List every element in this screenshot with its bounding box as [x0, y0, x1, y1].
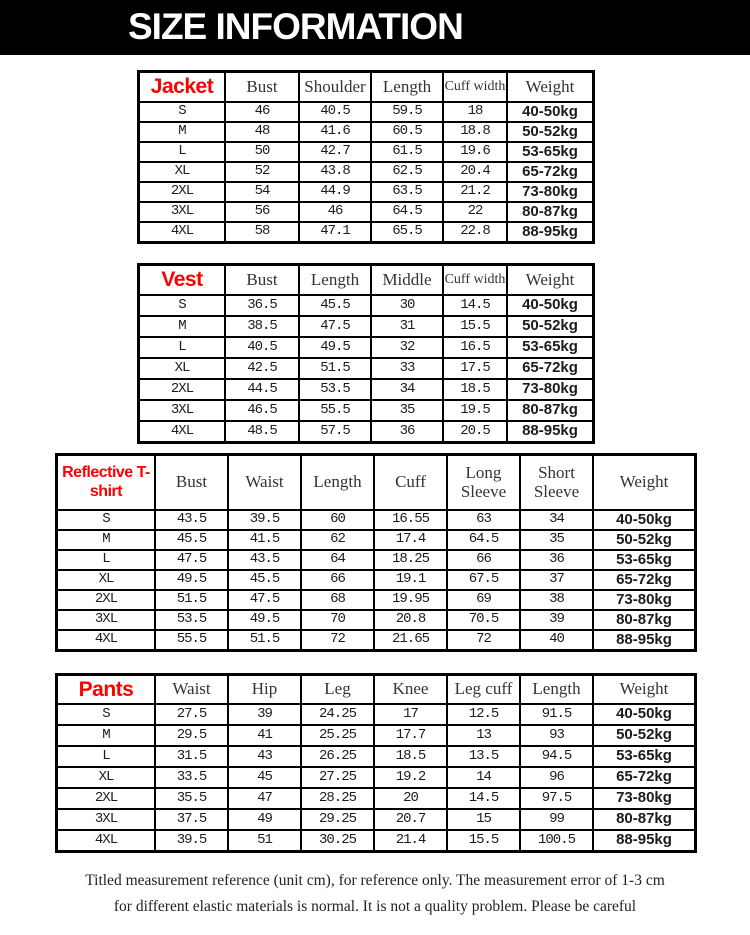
value-cell: 51.5	[299, 358, 371, 379]
value-cell: 47	[228, 788, 301, 809]
value-cell: 27.5	[155, 704, 228, 725]
column-header-length: Length	[520, 675, 593, 705]
value-cell: 38	[520, 590, 593, 610]
column-header-knee: Knee	[374, 675, 447, 705]
column-header-length: Length	[301, 455, 374, 511]
size-cell: 2XL	[57, 788, 156, 809]
value-cell: 22	[443, 202, 507, 222]
value-cell: 20	[374, 788, 447, 809]
weight-cell: 40-50kg	[507, 102, 594, 122]
value-cell: 19.5	[443, 400, 507, 421]
weight-cell: 73-80kg	[593, 590, 696, 610]
value-cell: 18.25	[374, 550, 447, 570]
size-cell: 4XL	[57, 630, 156, 651]
value-cell: 29.25	[301, 809, 374, 830]
weight-cell: 53-65kg	[507, 337, 594, 358]
value-cell: 39.5	[155, 830, 228, 852]
value-cell: 91.5	[520, 704, 593, 725]
value-cell: 94.5	[520, 746, 593, 767]
column-header-cuff-width: Cuff width	[443, 265, 507, 296]
weight-cell: 53-65kg	[507, 142, 594, 162]
column-header-weight: Weight	[507, 265, 594, 296]
value-cell: 55.5	[299, 400, 371, 421]
value-cell: 26.25	[301, 746, 374, 767]
pants-size-table	[55, 673, 697, 853]
measurement-note-line-1: Titled measurement reference (unit cm), for reference only. The measurement error of 1-3 cm	[85, 872, 665, 889]
value-cell: 43.8	[299, 162, 371, 182]
value-cell: 65.5	[371, 222, 443, 243]
value-cell: 36	[520, 550, 593, 570]
weight-cell: 65-72kg	[593, 767, 696, 788]
value-cell: 18.5	[443, 379, 507, 400]
value-cell: 60	[301, 510, 374, 530]
pants-row-4xl	[57, 830, 696, 852]
value-cell: 64	[301, 550, 374, 570]
value-cell: 64.5	[447, 530, 520, 550]
weight-cell: 40-50kg	[593, 510, 696, 530]
size-cell: 3XL	[57, 610, 156, 630]
value-cell: 20.5	[443, 421, 507, 443]
value-cell: 97.5	[520, 788, 593, 809]
value-cell: 45	[228, 767, 301, 788]
value-cell: 47.5	[228, 590, 301, 610]
value-cell: 43	[228, 746, 301, 767]
value-cell: 35	[371, 400, 443, 421]
value-cell: 51	[228, 830, 301, 852]
value-cell: 45.5	[299, 295, 371, 316]
value-cell: 67.5	[447, 570, 520, 590]
value-cell: 96	[520, 767, 593, 788]
weight-cell: 73-80kg	[507, 182, 594, 202]
column-header-bust: Bust	[225, 265, 299, 296]
value-cell: 18.8	[443, 122, 507, 142]
value-cell: 22.8	[443, 222, 507, 243]
value-cell: 21.65	[374, 630, 447, 651]
value-cell: 53.5	[155, 610, 228, 630]
value-cell: 45.5	[228, 570, 301, 590]
value-cell: 17.4	[374, 530, 447, 550]
pants-row-xl	[57, 767, 696, 788]
value-cell: 33.5	[155, 767, 228, 788]
value-cell: 68	[301, 590, 374, 610]
column-header-length: Length	[299, 265, 371, 296]
measurement-note-line-2: for different elastic materials is normal. It is not a quality problem. Please be careful	[113, 897, 637, 915]
reflective-t-shirt-size-table	[55, 453, 697, 652]
value-cell: 56	[225, 202, 299, 222]
size-cell: 2XL	[139, 182, 226, 202]
value-cell: 17.5	[443, 358, 507, 379]
size-cell: 4XL	[139, 421, 226, 443]
value-cell: 21.2	[443, 182, 507, 202]
value-cell: 30	[371, 295, 443, 316]
size-cell: L	[139, 337, 226, 358]
value-cell: 99	[520, 809, 593, 830]
jacket-row-4xl	[139, 222, 594, 243]
value-cell: 43.5	[228, 550, 301, 570]
value-cell: 40.5	[299, 102, 371, 122]
weight-cell: 88-95kg	[593, 630, 696, 651]
size-cell: L	[57, 550, 156, 570]
value-cell: 51.5	[155, 590, 228, 610]
column-header-shoulder: Shoulder	[299, 72, 371, 103]
weight-cell: 80-87kg	[507, 202, 594, 222]
value-cell: 52	[225, 162, 299, 182]
value-cell: 36	[371, 421, 443, 443]
value-cell: 16.55	[374, 510, 447, 530]
value-cell: 46	[299, 202, 371, 222]
value-cell: 48.5	[225, 421, 299, 443]
value-cell: 34	[371, 379, 443, 400]
value-cell: 34	[520, 510, 593, 530]
weight-cell: 73-80kg	[507, 379, 594, 400]
value-cell: 17	[374, 704, 447, 725]
value-cell: 49.5	[299, 337, 371, 358]
size-cell: M	[139, 122, 226, 142]
value-cell: 17.7	[374, 725, 447, 746]
page-title: SIZE INFORMATION	[128, 5, 463, 47]
value-cell: 46.5	[225, 400, 299, 421]
value-cell: 28.25	[301, 788, 374, 809]
vest-row-s	[139, 295, 594, 316]
value-cell: 13	[447, 725, 520, 746]
size-cell: 2XL	[57, 590, 156, 610]
size-cell: M	[57, 725, 156, 746]
size-cell: 4XL	[139, 222, 226, 243]
value-cell: 41	[228, 725, 301, 746]
pants-header-row	[57, 675, 696, 705]
value-cell: 58	[225, 222, 299, 243]
jacket-row-s	[139, 102, 594, 122]
column-header-leg-cuff: Leg cuff	[447, 675, 520, 705]
column-header-waist: Waist	[155, 675, 228, 705]
value-cell: 18.5	[374, 746, 447, 767]
pants-row-m	[57, 725, 696, 746]
value-cell: 39	[228, 704, 301, 725]
size-cell: M	[57, 530, 156, 550]
weight-cell: 88-95kg	[507, 421, 594, 443]
value-cell: 40.5	[225, 337, 299, 358]
value-cell: 19.1	[374, 570, 447, 590]
size-cell: S	[57, 510, 156, 530]
reflective-t-shirt-row-s	[57, 510, 696, 530]
value-cell: 46	[225, 102, 299, 122]
size-cell: XL	[57, 767, 156, 788]
value-cell: 51.5	[228, 630, 301, 651]
value-cell: 72	[447, 630, 520, 651]
measurement-note	[0, 868, 750, 919]
value-cell: 66	[447, 550, 520, 570]
value-cell: 32	[371, 337, 443, 358]
weight-cell: 50-52kg	[507, 316, 594, 337]
size-cell: S	[139, 102, 226, 122]
value-cell: 29.5	[155, 725, 228, 746]
column-header-cuff: Cuff	[374, 455, 447, 511]
value-cell: 25.25	[301, 725, 374, 746]
value-cell: 54	[225, 182, 299, 202]
pants-row-3xl	[57, 809, 696, 830]
weight-cell: 53-65kg	[593, 550, 696, 570]
value-cell: 39	[520, 610, 593, 630]
weight-cell: 40-50kg	[593, 704, 696, 725]
value-cell: 30.25	[301, 830, 374, 852]
weight-cell: 88-95kg	[593, 830, 696, 852]
value-cell: 33	[371, 358, 443, 379]
value-cell: 43.5	[155, 510, 228, 530]
column-header-middle: Middle	[371, 265, 443, 296]
value-cell: 70.5	[447, 610, 520, 630]
reflective-t-shirt-row-l	[57, 550, 696, 570]
size-cell: S	[57, 704, 156, 725]
value-cell: 45.5	[155, 530, 228, 550]
value-cell: 20.4	[443, 162, 507, 182]
jacket-row-xl	[139, 162, 594, 182]
size-cell: S	[139, 295, 226, 316]
weight-cell: 50-52kg	[507, 122, 594, 142]
value-cell: 48	[225, 122, 299, 142]
jacket-row-3xl	[139, 202, 594, 222]
value-cell: 20.8	[374, 610, 447, 630]
weight-cell: 50-52kg	[593, 530, 696, 550]
vest-row-4xl	[139, 421, 594, 443]
value-cell: 47.5	[155, 550, 228, 570]
value-cell: 55.5	[155, 630, 228, 651]
reflective-t-shirt-row-3xl	[57, 610, 696, 630]
value-cell: 47.1	[299, 222, 371, 243]
reflective-t-shirt-header-row	[57, 455, 696, 511]
pants-row-l	[57, 746, 696, 767]
value-cell: 18	[443, 102, 507, 122]
vest-row-2xl	[139, 379, 594, 400]
value-cell: 63	[447, 510, 520, 530]
value-cell: 13.5	[447, 746, 520, 767]
reflective-t-shirt-row-4xl	[57, 630, 696, 651]
size-cell: L	[139, 142, 226, 162]
value-cell: 66	[301, 570, 374, 590]
vest-row-m	[139, 316, 594, 337]
value-cell: 36.5	[225, 295, 299, 316]
value-cell: 14	[447, 767, 520, 788]
reflective-t-shirt-row-m	[57, 530, 696, 550]
value-cell: 15.5	[447, 830, 520, 852]
weight-cell: 65-72kg	[507, 358, 594, 379]
value-cell: 38.5	[225, 316, 299, 337]
pants-row-2xl	[57, 788, 696, 809]
value-cell: 19.6	[443, 142, 507, 162]
value-cell: 62	[301, 530, 374, 550]
value-cell: 63.5	[371, 182, 443, 202]
value-cell: 20.7	[374, 809, 447, 830]
value-cell: 42.5	[225, 358, 299, 379]
size-cell: 3XL	[139, 400, 226, 421]
size-cell: 3XL	[57, 809, 156, 830]
weight-cell: 88-95kg	[507, 222, 594, 243]
weight-cell: 53-65kg	[593, 746, 696, 767]
weight-cell: 80-87kg	[593, 610, 696, 630]
reflective-t-shirt-table-label: Reflective T-shirt	[57, 455, 156, 511]
weight-cell: 40-50kg	[507, 295, 594, 316]
value-cell: 62.5	[371, 162, 443, 182]
column-header-leg: Leg	[301, 675, 374, 705]
value-cell: 19.2	[374, 767, 447, 788]
vest-row-xl	[139, 358, 594, 379]
vest-size-table	[137, 263, 595, 444]
value-cell: 41.5	[228, 530, 301, 550]
value-cell: 44.5	[225, 379, 299, 400]
value-cell: 70	[301, 610, 374, 630]
value-cell: 57.5	[299, 421, 371, 443]
value-cell: 15	[447, 809, 520, 830]
value-cell: 49	[228, 809, 301, 830]
column-header-hip: Hip	[228, 675, 301, 705]
pants-table-label: Pants	[57, 675, 156, 705]
value-cell: 16.5	[443, 337, 507, 358]
size-cell: 4XL	[57, 830, 156, 852]
weight-cell: 80-87kg	[593, 809, 696, 830]
value-cell: 100.5	[520, 830, 593, 852]
value-cell: 14.5	[443, 295, 507, 316]
value-cell: 14.5	[447, 788, 520, 809]
value-cell: 50	[225, 142, 299, 162]
jacket-header-row	[139, 72, 594, 103]
value-cell: 72	[301, 630, 374, 651]
size-cell: XL	[139, 358, 226, 379]
vest-header-row	[139, 265, 594, 296]
value-cell: 37	[520, 570, 593, 590]
value-cell: 42.7	[299, 142, 371, 162]
value-cell: 47.5	[299, 316, 371, 337]
weight-cell: 50-52kg	[593, 725, 696, 746]
size-cell: 2XL	[139, 379, 226, 400]
value-cell: 35.5	[155, 788, 228, 809]
value-cell: 27.25	[301, 767, 374, 788]
weight-cell: 65-72kg	[507, 162, 594, 182]
jacket-size-table	[137, 70, 595, 244]
reflective-t-shirt-row-xl	[57, 570, 696, 590]
value-cell: 15.5	[443, 316, 507, 337]
jacket-row-2xl	[139, 182, 594, 202]
vest-table-label: Vest	[139, 265, 226, 296]
value-cell: 31.5	[155, 746, 228, 767]
column-header-long-sleeve: Long Sleeve	[447, 455, 520, 511]
value-cell: 39.5	[228, 510, 301, 530]
value-cell: 44.9	[299, 182, 371, 202]
weight-cell: 80-87kg	[507, 400, 594, 421]
value-cell: 41.6	[299, 122, 371, 142]
column-header-bust: Bust	[225, 72, 299, 103]
size-cell: 3XL	[139, 202, 226, 222]
column-header-waist: Waist	[228, 455, 301, 511]
vest-row-3xl	[139, 400, 594, 421]
value-cell: 12.5	[447, 704, 520, 725]
value-cell: 19.95	[374, 590, 447, 610]
column-header-bust: Bust	[155, 455, 228, 511]
value-cell: 31	[371, 316, 443, 337]
value-cell: 24.25	[301, 704, 374, 725]
value-cell: 53.5	[299, 379, 371, 400]
size-cell: XL	[57, 570, 156, 590]
value-cell: 69	[447, 590, 520, 610]
reflective-t-shirt-row-2xl	[57, 590, 696, 610]
value-cell: 93	[520, 725, 593, 746]
value-cell: 61.5	[371, 142, 443, 162]
vest-row-l	[139, 337, 594, 358]
value-cell: 49.5	[155, 570, 228, 590]
value-cell: 49.5	[228, 610, 301, 630]
size-cell: L	[57, 746, 156, 767]
column-header-cuff-width: Cuff width	[443, 72, 507, 103]
title-bar	[0, 0, 750, 55]
column-header-weight: Weight	[593, 675, 696, 705]
value-cell: 60.5	[371, 122, 443, 142]
jacket-row-l	[139, 142, 594, 162]
weight-cell: 73-80kg	[593, 788, 696, 809]
value-cell: 40	[520, 630, 593, 651]
value-cell: 64.5	[371, 202, 443, 222]
jacket-table-label: Jacket	[139, 72, 226, 103]
value-cell: 59.5	[371, 102, 443, 122]
column-header-weight: Weight	[507, 72, 594, 103]
column-header-weight: Weight	[593, 455, 696, 511]
size-cell: XL	[139, 162, 226, 182]
column-header-short-sleeve: Short Sleeve	[520, 455, 593, 511]
value-cell: 21.4	[374, 830, 447, 852]
size-cell: M	[139, 316, 226, 337]
jacket-row-m	[139, 122, 594, 142]
weight-cell: 65-72kg	[593, 570, 696, 590]
value-cell: 35	[520, 530, 593, 550]
column-header-length: Length	[371, 72, 443, 103]
value-cell: 37.5	[155, 809, 228, 830]
pants-row-s	[57, 704, 696, 725]
